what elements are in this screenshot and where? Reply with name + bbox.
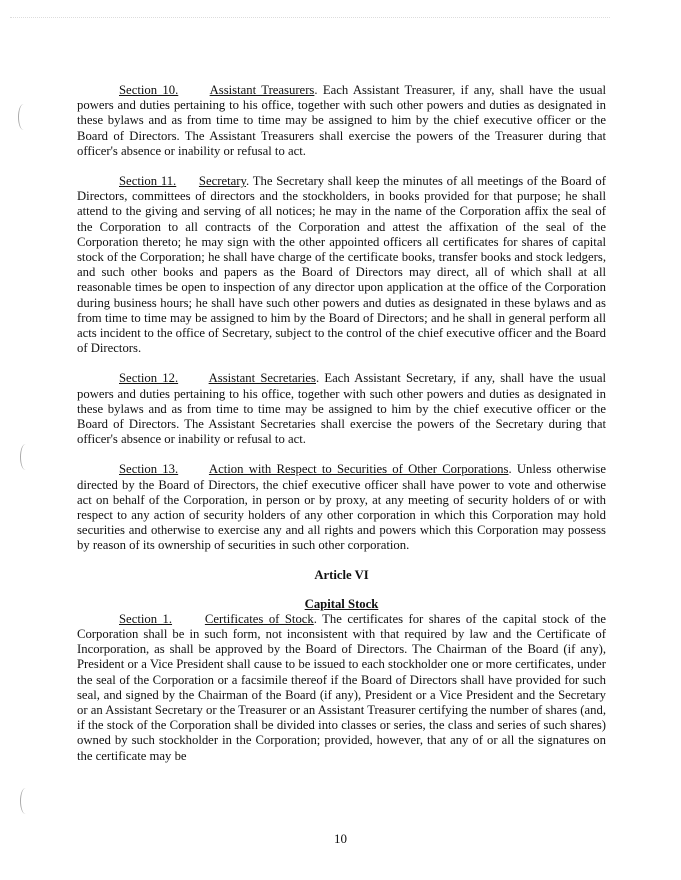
article-subheading: Capital Stock xyxy=(304,596,379,611)
section-12-paragraph xyxy=(77,371,606,447)
section-title: Certificates of Stock xyxy=(204,611,314,626)
binding-hole-mark xyxy=(18,104,29,130)
section-11-paragraph xyxy=(77,174,606,356)
section-title: Assistant Secretaries xyxy=(208,371,316,386)
section-number: Section 11. xyxy=(119,174,177,189)
article-heading: Article VI xyxy=(314,567,369,582)
section-13-paragraph xyxy=(77,462,606,553)
binding-hole-mark xyxy=(20,444,31,470)
section-body: . Each Assistant Secretary, if any, shall have the usual powers and duties pertaining to his office, together with such other powers and duties as designated in these bylaws and as from time to time may be assigned to him by the chief executive officer or the Board of Directors. The Assistant Secretaries shall exercise the powers of the Secretary during that officer's absence or inability or refusal to act. xyxy=(77,371,606,447)
section-title: Secretary xyxy=(198,174,246,189)
section-body: . The Secretary shall keep the minutes of all meetings of the Board of Directors, committees of directors and the stockholders, in books provided for that purpose; he shall attend to the giving and serving of all notices; he may in the name of the Corporation affix the seal of the Corporation to all contracts of the Corporation and attest the affixation of the seal of the Corporation thereto; he may sign with the other appointed officers all certificates for shares of capital stock of the Corporation; he shall have charge of the certificate books, transfer books and stock ledgers, and such other books and papers as the Board of Directors may direct, all of which shall at all reasonable times be open to inspection of any director upon application at the office of the Corporation during business hours; he shall have such other powers and duties as designated in these bylaws and as from time to time may be assigned to him by the Board of Directors; and he shall in general perform all acts incident to the office of Secretary, subject to the control of the chief executive officer and the Board of Directors. xyxy=(77,174,607,356)
scan-artifact-line xyxy=(10,17,610,20)
document-page xyxy=(77,83,606,764)
section-title: Assistant Treasurers xyxy=(209,83,315,97)
section-body: . Unless otherwise directed by the Board of Directors, the chief executive officer shall have power to vote and otherwise act on behalf of the Corporation, in person or by proxy, at any meeting of security holders of or with respect to any action of security holders of any other corporation in which this Corporation may hold securities and otherwise to exercise any and all rights and powers which this Corporation may possess by reason of its ownership of securities in such other corporation. xyxy=(77,462,606,553)
article-section-1-paragraph xyxy=(77,612,606,764)
section-number: Section 13. xyxy=(119,462,179,477)
section-number: Section 1. xyxy=(119,611,173,626)
page-number: 10 xyxy=(334,831,347,846)
section-body: . The certificates for shares of the capital stock of the Corporation shall be in such form, not inconsistent with that required by law and the Certificate of Incorporation, as shall be approved by the Board of Directors. The Chairman of the Board (if any), President or a Vice President shall cause to be issued to each stockholder one or more certificates, under the seal of the Corporation or a facsimile thereof if the Board of Directors shall have provided for such seal, and signed by the Chairman of the Board (if any), President or a Vice President and the Secretary or an Assistant Secretary or the Treasurer or an Assistant Treasurer certifying the number of shares (and, if the stock of the Corporation shall be divided into classes or series, the class and series of such shares) owned by such stockholder in the Corporation; provided, however, that any of or all the signatures on the certificate may be xyxy=(77,611,607,763)
section-number: Section 12. xyxy=(119,371,179,386)
binding-hole-mark xyxy=(20,788,31,814)
section-number: Section 10. xyxy=(119,83,179,97)
section-title: Action with Respect to Securities of Other Corporations xyxy=(208,462,509,477)
section-body: . Each Assistant Treasurer, if any, shall have the usual powers and duties pertaining to his office, together with such other powers and duties as designated in these bylaws and as from time to time may be assigned to him by the chief executive officer or the Board of Directors. The Assistant Treasurers shall exercise the powers of the Treasurer during that officer's absence or inability or refusal to act. xyxy=(77,83,606,158)
section-10-paragraph xyxy=(77,83,606,159)
